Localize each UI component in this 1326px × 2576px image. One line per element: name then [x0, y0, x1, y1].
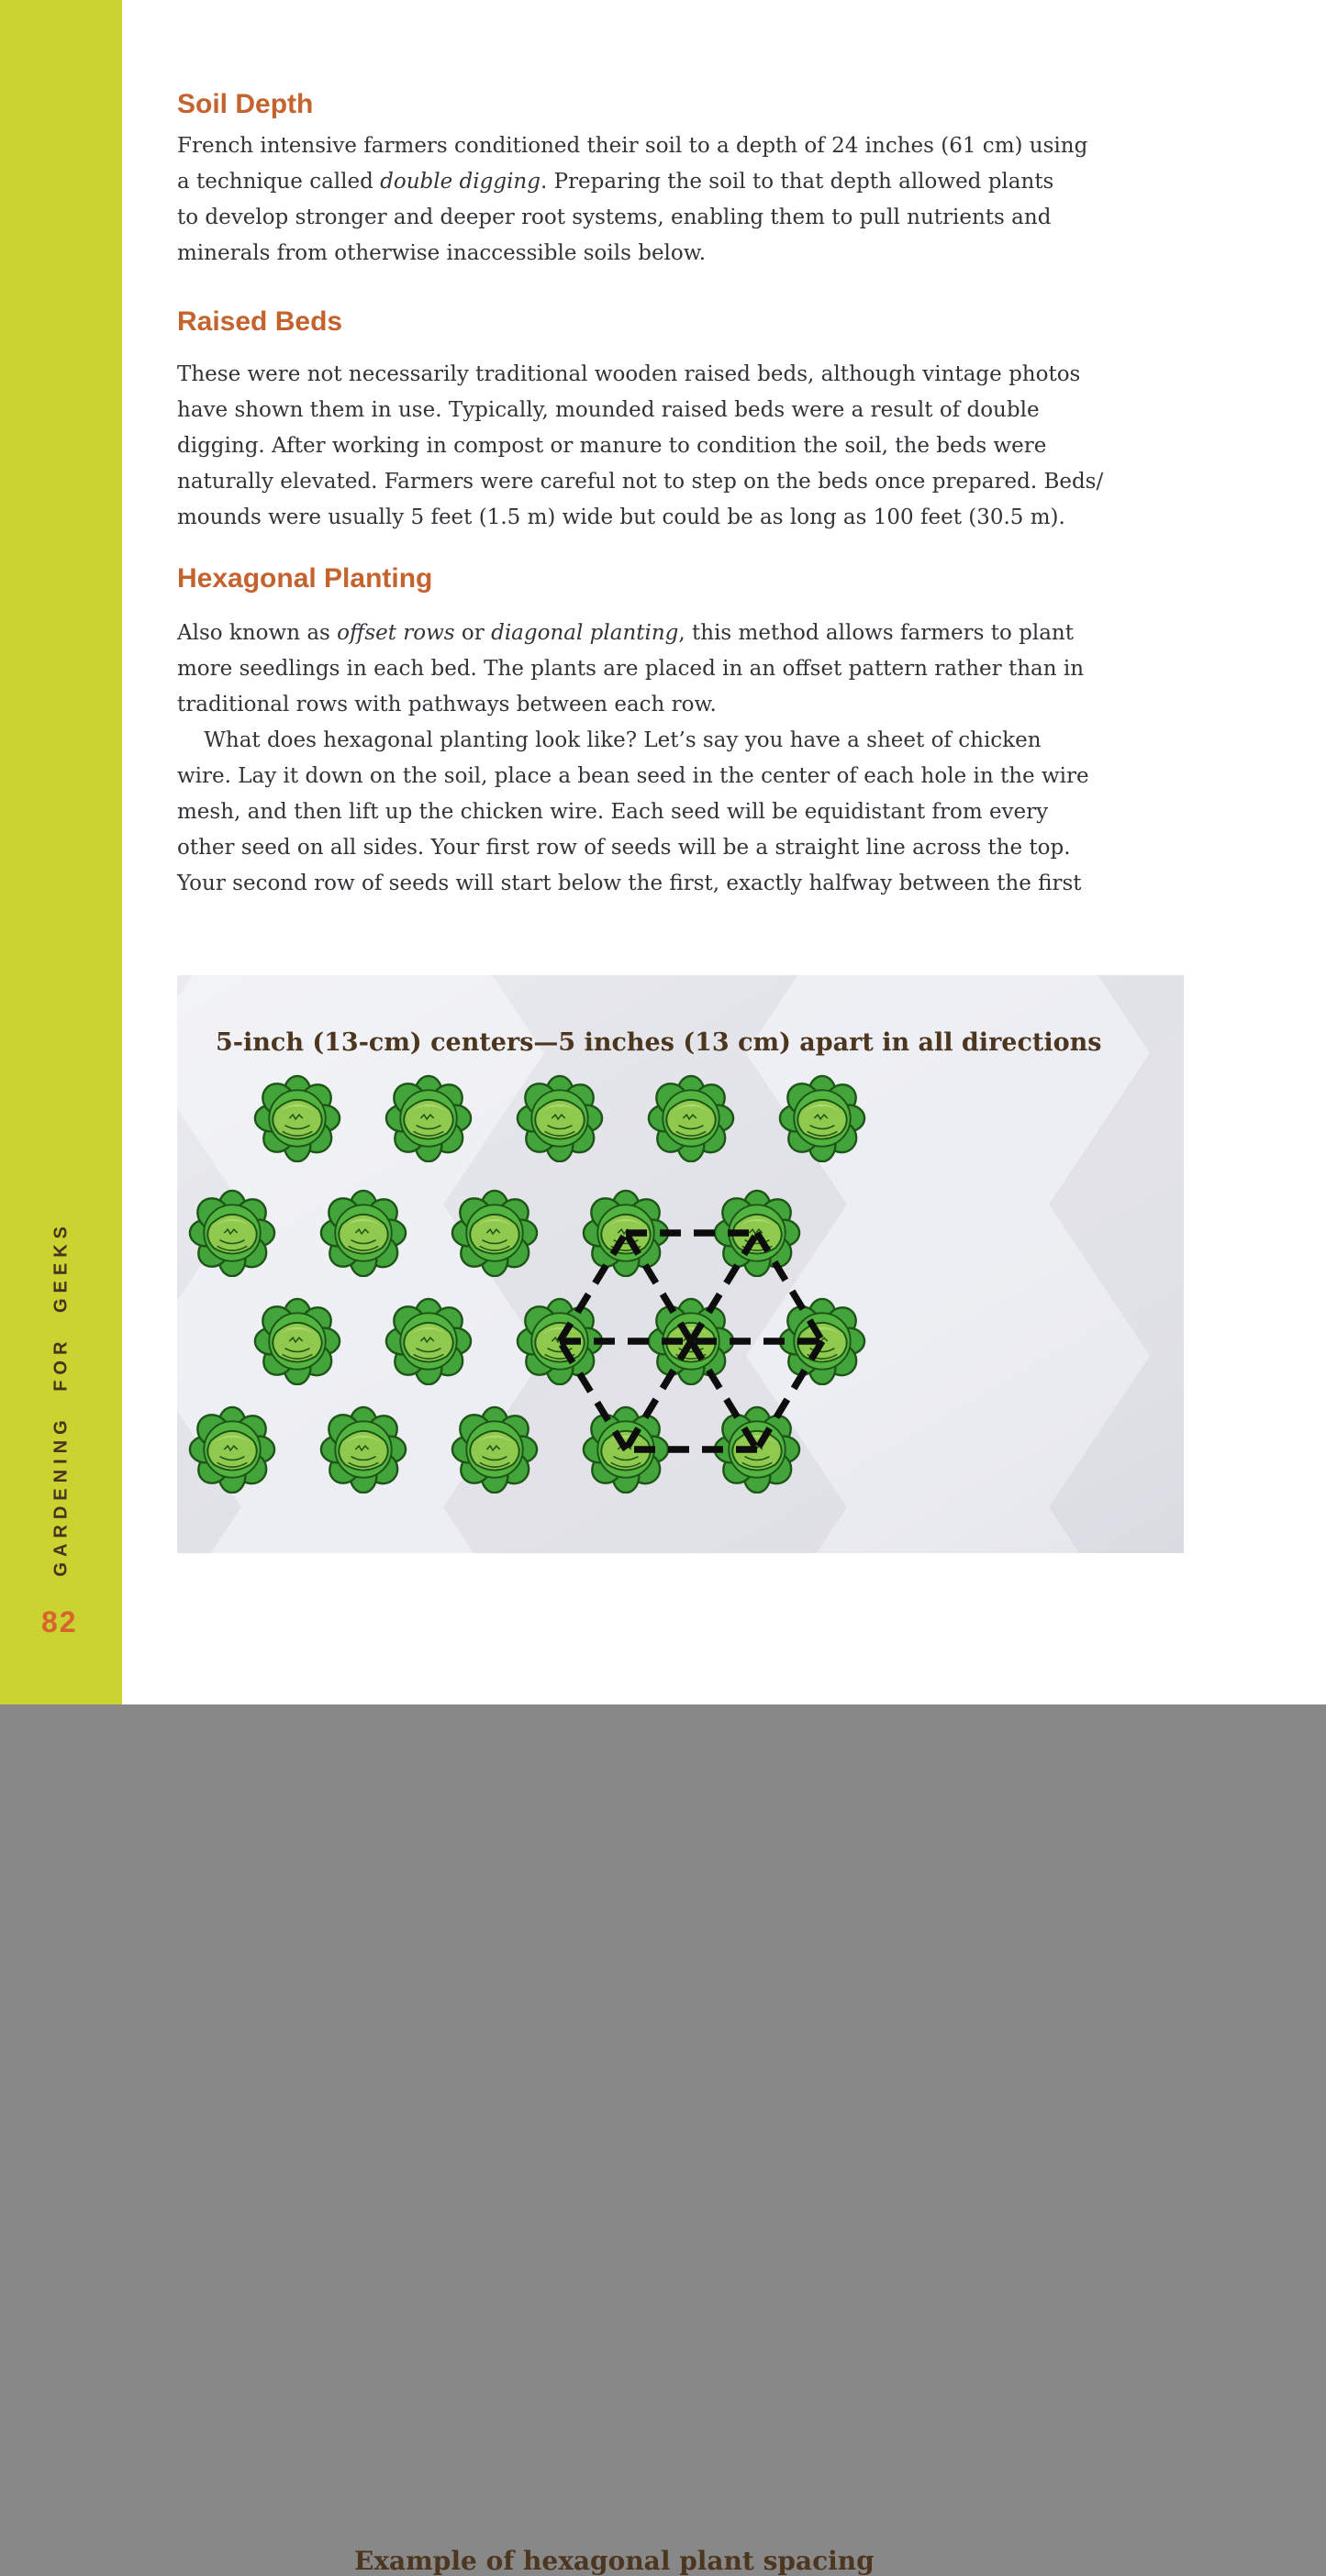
spine-title: GARDENING FOR GEEKS: [50, 1221, 71, 1577]
figure-label: 5-inch (13-cm) centers—5 inches (13 cm) apart in all directions: [216, 1028, 1102, 1057]
section-body-hexagonal-planting: Also known as offset rows or diagonal planting, this method allows farmers to plant more seedlings in each bed. The plants are placed in an offset pattern rather than in traditional rows with pathways between each row. What does hexagonal planting look like? Let’s say you have a sheet of chicken wire. Lay it down on the soil, place a bean seed in the center of each hole in the wire mesh, and then lift up the chicken wire. Each seed will be equidistant from every other seed on all sides. Your first row of seeds will be a straight line across the top. Your second row of seeds will start below the first, exactly halfway between the first: [177, 621, 1089, 895]
page-number: 82: [41, 1605, 78, 1638]
section-body-raised-beds: These were not necessarily traditional wooden raised beds, although vintage photos have shown them in use. Typically, mounded raised beds were a result of double digging. After working in compost or manure to condition the soil, the beds were naturally elevated. Farmers were careful not to step on the beds once prepared. Beds/ mounds were usually 5 feet (1.5 m) wide but could be as long as 100 feet (30.5 m).: [177, 362, 1104, 529]
cabbage-plant-icon: [386, 1076, 471, 1161]
spine-bar: [0, 0, 122, 1704]
cabbage-plant-icon: [780, 1076, 864, 1161]
cabbage-plant-icon: [649, 1076, 733, 1161]
cabbage-plant-icon: [190, 1407, 274, 1493]
cabbage-plant-icon: [321, 1407, 406, 1493]
hexagonal-spacing-illustration: [177, 975, 1184, 1553]
cabbage-plant-icon: [255, 1076, 340, 1161]
figure-caption: Example of hexagonal plant spacing: [354, 2546, 875, 2576]
cabbage-plant-icon: [584, 1407, 668, 1493]
hexagonal-spacing-figure: [177, 975, 1184, 2576]
cabbage-plant-icon: [321, 1191, 406, 1276]
section-heading-hexagonal-planting: Hexagonal Planting: [177, 563, 433, 594]
cabbage-plant-icon: [452, 1191, 537, 1276]
cabbage-plant-icon: [255, 1299, 340, 1384]
cabbage-plant-icon: [452, 1407, 537, 1493]
figure-background-sheen: [177, 975, 1184, 1553]
section-heading-raised-beds: Raised Beds: [177, 306, 343, 337]
section-body-soil-depth: French intensive farmers conditioned their soil to a depth of 24 inches (61 cm) using a technique called double digging. Preparing the soil to that depth allowed plants to develop stronger and deeper root systems, enabling them to pull nutrients and minerals from otherwise inaccessible soils below.: [177, 134, 1088, 265]
cabbage-plant-icon: [386, 1299, 471, 1384]
section-heading-soil-depth: Soil Depth: [177, 89, 314, 119]
cabbage-plant-icon: [190, 1191, 274, 1276]
cabbage-plant-icon: [518, 1076, 602, 1161]
